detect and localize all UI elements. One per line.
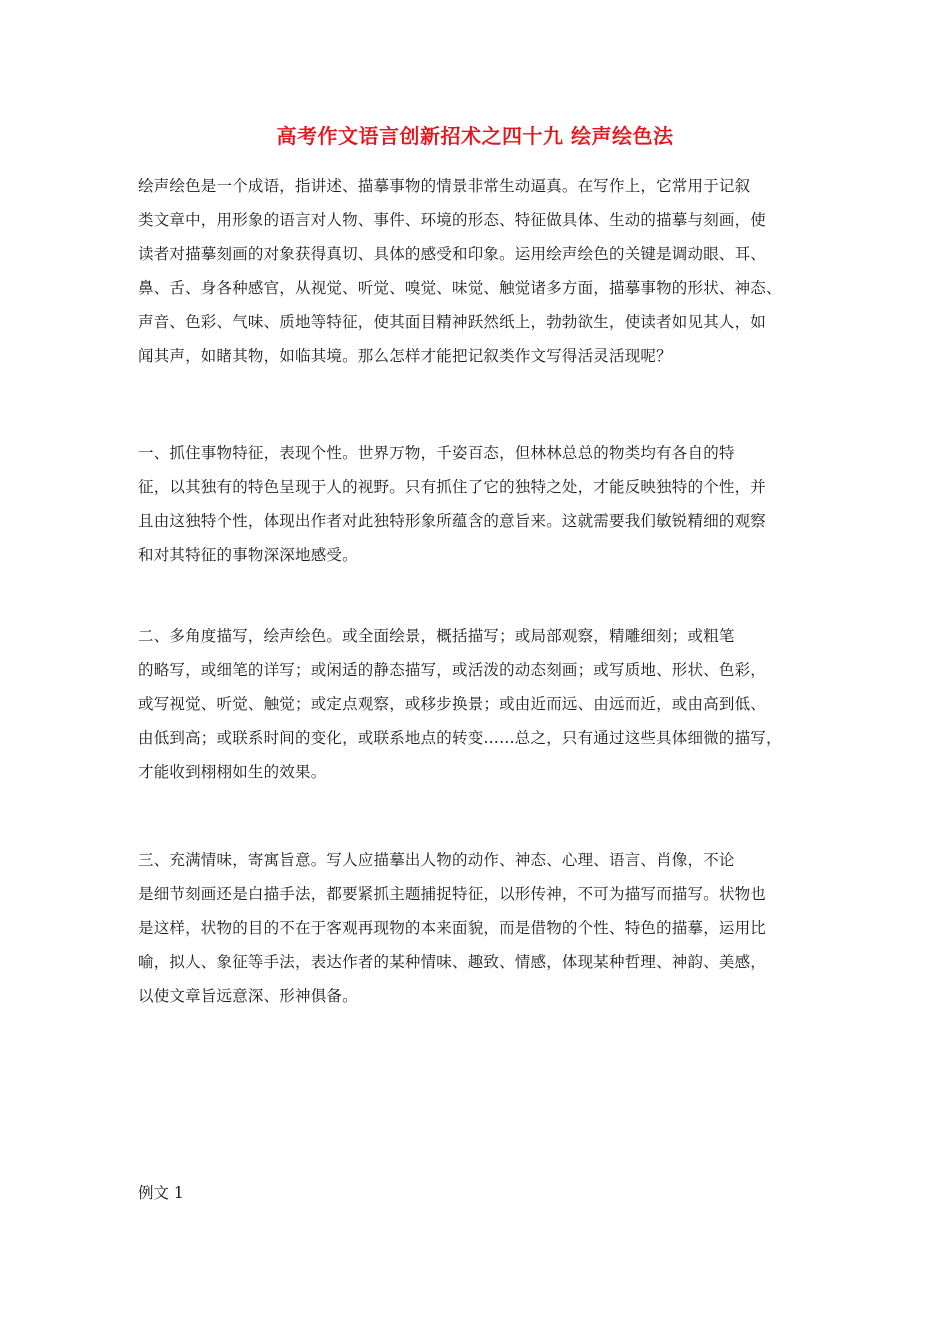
- paragraph-line: 鼻、舌、身各种感官，从视觉、听觉、嗅觉、味觉、触觉诸多方面，描摹事物的形状、神态、: [138, 279, 782, 297]
- paragraph-line: 绘声绘色是一个成语，指讲述、描摹事物的情景非常生动逼真。在写作上，它常用于记叙: [138, 177, 751, 195]
- section-two-paragraph: [138, 619, 838, 789]
- paragraph-line: 或写视觉、听觉、触觉；或定点观察，或移步换景；或由近而远、由远而近，或由高到低、: [138, 695, 767, 713]
- paragraph-line: 才能收到栩栩如生的效果。: [138, 763, 327, 781]
- intro-paragraph: [138, 169, 838, 373]
- paragraph-line: 喻，拟人、象征等手法，表达作者的某种情味、趣致、情感，体现某种哲理、神韵、美感，: [138, 953, 767, 971]
- paragraph-line: 二、多角度描写，绘声绘色。或全面绘景，概括描写；或局部观察，精雕细刻；或粗笔: [138, 627, 735, 645]
- paragraph-line: 类文章中，用形象的语言对人物、事件、环境的形态、特征做具体、生动的描摹与刻画，使: [138, 211, 767, 229]
- paragraph-line: 读者对描摹刻画的对象获得真切、具体的感受和印象。运用绘声绘色的关键是调动眼、耳、: [138, 245, 767, 263]
- example-label: 例文 1: [138, 1184, 184, 1202]
- document-title: 高考作文语言创新招术之四十九 绘声绘色法: [276, 124, 674, 148]
- paragraph-line: 和对其特征的事物深深地感受。: [138, 546, 358, 564]
- paragraph-line: 三、充满情味，寄寓旨意。写人应描摹出人物的动作、神态、心理、语言、肖像，不论: [138, 851, 735, 869]
- paragraph-line: 由低到高；或联系时间的变化，或联系地点的转变……总之，只有通过这些具体细微的描写，: [138, 729, 782, 747]
- paragraph-line: 征，以其独有的特色呈现于人的视野。只有抓住了它的独特之处，才能反映独特的个性，并: [138, 478, 767, 496]
- paragraph-line: 闻其声，如睹其物，如临其境。那么怎样才能把记叙类作文写得活灵活现呢？: [138, 347, 672, 365]
- paragraph-line: 一、抓住事物特征，表现个性。世界万物，千姿百态，但林林总总的物类均有各自的特: [138, 444, 735, 462]
- paragraph-line: 且由这独特个性，体现出作者对此独特形象所蕴含的意旨来。这就需要我们敏锐精细的观察: [138, 512, 767, 530]
- paragraph-line: 的略写，或细笔的详写；或闲适的静态描写，或活泼的动态刻画；或写质地、形状、色彩，: [138, 661, 767, 679]
- section-one-paragraph: [138, 436, 838, 572]
- paragraph-line: 是这样，状物的目的不在于客观再现物的本来面貌，而是借物的个性、特色的描摹，运用比: [138, 919, 767, 937]
- section-three-paragraph: [138, 843, 838, 1013]
- paragraph-line: 声音、色彩、气味、质地等特征，使其面目精神跃然纸上，勃勃欲生，使读者如见其人，如: [138, 313, 767, 331]
- paragraph-line: 以使文章旨远意深、形神俱备。: [138, 987, 358, 1005]
- paragraph-line: 是细节刻画还是白描手法，都要紧抓主题捕捉特征，以形传神，不可为描写而描写。状物也: [138, 885, 767, 903]
